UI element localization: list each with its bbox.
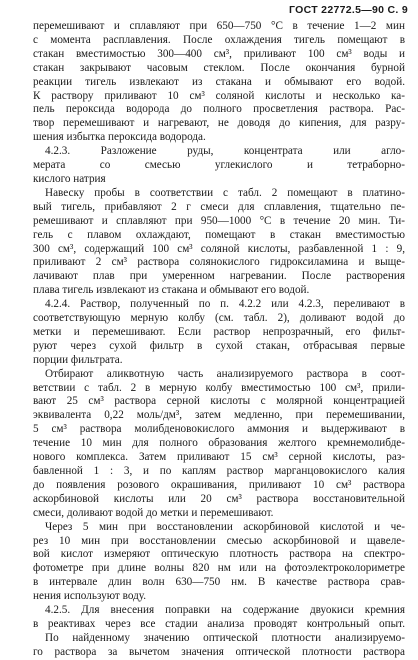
text-line: ремешивают и сплавляют при 950—1000 °С в течение 20 мин. Ти- bbox=[33, 214, 405, 227]
text-line: Отбирают аликвотную часть анализируемого раствора в соот- bbox=[45, 367, 405, 380]
text-line: с момента расплавления. После охлаждения тигель помещают в bbox=[33, 33, 405, 46]
text-line: Навеску пробы в соответствии с табл. 2 помещают в платино- bbox=[45, 186, 405, 199]
text-line: 4.2.3. Разложение руды, концентрата или агло- bbox=[45, 145, 405, 158]
text-line: 4.2.5. Для внесения поправки на содержание двуокиси кремния bbox=[45, 604, 405, 617]
page-header: ГОСТ 22772.5—90 С. 9 bbox=[289, 4, 408, 16]
text-line: порции фильтрата. bbox=[33, 353, 123, 366]
text-line: руют через сухой фильтр в сухой стакан, отбрасывая первые bbox=[33, 339, 405, 352]
text-line: аскорбиновой кислоты или 20 см³ раствора восстановительной bbox=[33, 492, 405, 505]
text-line: мерата со смесью углекислого и тетраборно- bbox=[33, 159, 405, 172]
text-line: приливают 2 см³ раствора солянокислого гидроксиламина и выще- bbox=[33, 256, 405, 269]
text-line: течение 10 мин для полного образования желтого кремнемолибде- bbox=[33, 437, 405, 450]
text-line: метки и перемешивают. Если раствор непрозрачный, его фильт- bbox=[33, 325, 405, 338]
text-line: в реактивах через все стадии анализа проводят контрольный опыт. bbox=[33, 617, 405, 630]
text-line: кислого натрия bbox=[33, 172, 106, 185]
text-line: смеси, доливают водой до метки и перемешивают. bbox=[33, 506, 274, 519]
text-line: стакан вместимостью 300—400 см³, приливают 100 см³ воды и bbox=[33, 47, 405, 60]
text-line: соответствующую мерную колбу (см. табл. 2), доливают водой до bbox=[33, 312, 405, 325]
text-line: лачивают плав при умеренном нагревании. После растворения bbox=[33, 270, 405, 283]
text-line: шения избытка пероксида водорода. bbox=[33, 131, 206, 144]
text-line: фотометре при длине волны 820 нм или на фотоэлектроколориметре bbox=[33, 562, 405, 575]
document-body bbox=[33, 20, 405, 660]
text-line: эквивалента 0,22 моль/дм³, затем медленно, при перемешивании, bbox=[33, 409, 405, 422]
text-line: вой кислот измеряют оптическую плотность раствора на спектро- bbox=[33, 548, 405, 561]
text-line: до появления розового окрашивания, приливают 10 см³ раствора bbox=[33, 478, 405, 491]
text-line: нового комплекса. Затем приливают 15 см³ серной кислоты, раз- bbox=[33, 451, 405, 464]
text-line: нения используют воду. bbox=[33, 590, 147, 603]
text-line: в интервале длин волн 630—750 нм. В качестве раствора срав- bbox=[33, 576, 405, 589]
text-line: Через 5 мин при восстановлении аскорбиновой кислотой и че- bbox=[45, 520, 405, 533]
text-line: плава тигель извлекают из стакана и обмывают его водой. bbox=[33, 284, 310, 297]
text-line: стакан закрывают часовым стеклом. После окончания бурной bbox=[33, 61, 405, 74]
text-line: бавленной 1 : 3, и по каплям раствор марганцовокислого калия bbox=[33, 465, 405, 477]
text-line: 5 см³ раствора молибденовокислого аммония и выдерживают в bbox=[33, 423, 405, 436]
text-line: го раствора за вычетом значения оптической плотности раствора bbox=[33, 645, 405, 658]
text-line: вый тигель, прибавляют 2 г смеси для сплавления, тщательно пе- bbox=[33, 200, 405, 213]
text-line: гель с плавом охлаждают, помещают в стакан вместимостью bbox=[33, 228, 405, 241]
text-line: К раствору приливают 10 см³ соляной кислоты и несколько ка- bbox=[33, 89, 405, 102]
text-line: рез 10 мин при восстановлении смесью аскорбиновой и щавеле- bbox=[33, 534, 405, 547]
text-line: 4.2.4. Раствор, полученный по п. 4.2.2 или 4.2.3, переливают в bbox=[45, 298, 405, 311]
text-line: реакции тигель извлекают из стакана и обмывают его водой. bbox=[33, 75, 405, 88]
text-line: пель пероксида водорода до полного просветления раствора. Рас- bbox=[33, 103, 405, 116]
text-line: перемешивают и сплавляют при 650—750 °С в течение 1—2 мин bbox=[33, 20, 405, 32]
text-line: По найденному значению оптической плотности анализируемо- bbox=[45, 631, 405, 644]
text-line: ветствии с табл. 2 в мерную колбу вместимостью 100 см³, прили- bbox=[33, 381, 405, 394]
text-line: вают 25 см³ раствора серной кислоты с молярной концентрацией bbox=[33, 395, 405, 408]
text-line: 300 см³, содержащий 100 см³ соляной кислоты, разбавленной 1 : 9, bbox=[33, 242, 405, 255]
text-line: твор перемешивают и нагревают, не доводя до кипения, для разру- bbox=[33, 117, 405, 130]
